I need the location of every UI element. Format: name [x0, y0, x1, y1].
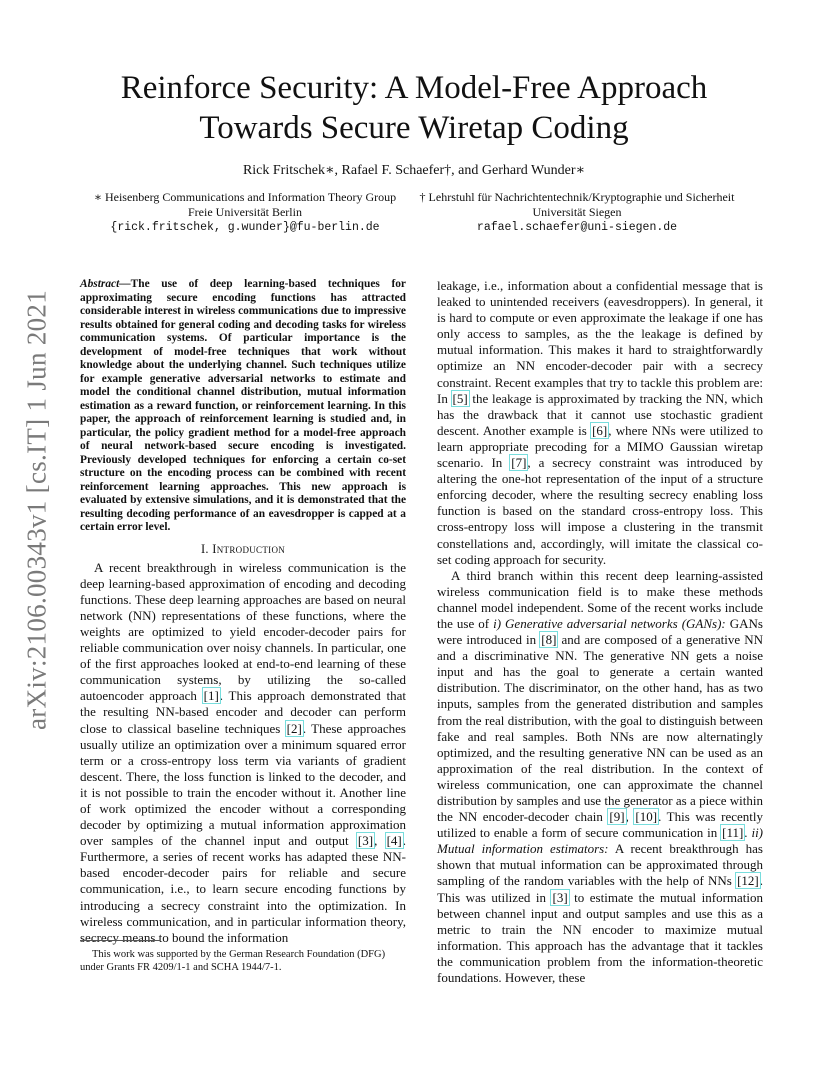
paper-title	[90, 68, 738, 148]
citation-link[interactable]: [9]	[609, 809, 625, 825]
intro-paragraph: A recent breakthrough in wireless communication is the deep learning-based approximation of encoding and decoding functions. These deep learning approaches are based on neural network (NN) representations of these functions, where the weights are optimized to yield encoder-decoder pairs for reliable communication over noisy channels. In particular, one of the first approaches looked at end-to-end learning of these communication systems, by utilizing the so-called autoencoder approach [1]. This approach demonstrated that the resulting NN-based encoder and decoder can perform close to classical baseline techniques [2]. These approaches usually utilize an optimization over a minimum squared error term or a cross-entropy loss term via variants of gradient descent. There, the loss function is linked to the decoder, and it is not possible to train the encoder without it. Another line of work optimized the encoder without a corresponding decoder by optimizing a mutual information approximation over samples of the channel input and output [3], [4]. Furthermore, a series of recent works has adapted these NN-based encoder-decoder pairs for reliable and secure communication, i.e., to learn secure encoding functions by introducing a secrecy constraint into the optimization. In wireless communication, and in particular information theory, secrecy means to bound the information	[80, 559, 406, 945]
citation-link[interactable]: [12]	[737, 873, 759, 889]
affiliation-email: rafael.schaefer@uni-siegen.de	[476, 221, 678, 234]
section-heading-introduction	[80, 541, 406, 557]
funding-footnote: This work was supported by the German Research Foundation (DFG) under Grants FR 4209/1-1 and SCHA 1944/7-1.	[80, 949, 386, 973]
citation-link[interactable]: [10]	[635, 809, 658, 825]
citation-link[interactable]: [7]	[511, 455, 527, 471]
citation-link[interactable]: [11]	[722, 825, 744, 841]
body-paragraph: leakage, i.e., information about a confidential message that is leaked to unintended receivers (eavesdroppers). In general, it is hard to compute or even approximate the leakage if one has only access to samples, as the the leakage is defined by mutual information. This makes it hard to straightforwardly optimize an NN encoder-decoder pair with a secrecy constraint. Recent examples that try to tackle this problem are: In [5] the leakage is approximated by tracking the NN, which has the drawback that it cannot use stochastic gradient descent. Another example is [6], where NNs were utilized to learn appropriate precoding for a MIMO Gaussian wiretap scenario. In [7], a secrecy constraint was introduced by altering the one-hot representation of the input of a structure enforcing decoder, where the resulting secrecy enabling loss function is based on the standard cross-entropy loss. This cross-entropy loss will impose a clustering in the transmit constellations and, accordingly, will imitate the classical co-set coding approach for security.	[437, 278, 763, 567]
citation-link[interactable]: [2]	[286, 720, 302, 736]
footnote-rule	[80, 940, 160, 941]
citation-link[interactable]: [8]	[541, 632, 557, 648]
affiliation-siegen	[412, 190, 742, 235]
citation-link[interactable]: [4]	[386, 833, 402, 849]
right-column	[437, 278, 763, 986]
inline-heading: i) Generative adversarial networks (GANs):	[493, 615, 726, 631]
citation-link[interactable]: [6]	[592, 422, 608, 438]
author-list: Rick Fritschek∗, Rafael F. Schaefer†, and Gerhard Wunder∗	[242, 163, 586, 178]
citation-link[interactable]: [5]	[452, 390, 468, 406]
affiliation-university: Universität Siegen	[532, 205, 622, 219]
affiliation-email: {rick.fritschek, g.wunder}@fu-berlin.de	[110, 221, 380, 234]
citation-link[interactable]: [3]	[552, 889, 568, 905]
section-number: I.	[200, 541, 209, 556]
citation-link[interactable]: [3]	[357, 833, 374, 849]
inline-heading: ii) Mutual information estimators:	[437, 825, 764, 857]
title-line-1: Reinforce Security: A Model-Free Approach	[120, 70, 708, 106]
affiliation-group: ∗ Heisenberg Communications and Information Theory Group	[93, 190, 397, 204]
arxiv-identifier: arXiv:2106.00343v1 [cs.IT] 1 Jun 2021	[21, 289, 52, 731]
left-column	[80, 278, 406, 946]
section-title: Introduction	[212, 541, 286, 556]
citation-link[interactable]: [1]	[203, 688, 219, 704]
abstract	[80, 278, 406, 535]
abstract-label: Abstract—	[80, 278, 131, 290]
body-paragraph: A third branch within this recent deep learning-assisted wireless communication field is to make these methods channel model independent. Some of the recent works include the use of i) Generative adversarial networks (GANs): GANs were introduced in [8] and are composed of a generative NN and a discriminative NN. The generative NN gets a noise input and has the goal to generate a certain wanted distribution. The discriminator, on the other hand, has as two inputs, samples from the generated distribution and samples from the real distribution, with the goal to distinguish between fake and real samples. Both NNs are now alternatingly optimized, and the resulting generative NN can be used as an approximation of the real distribution. In the context of wireless communication, one can approximate the channel distribution by samples and use the generator as a piece within the NN encoder-decoder chain [9], [10]. This was recently utilized to enable a form of secure communication in [11]. ii) Mutual information estimators: A recent breakthrough has shown that mutual information can be approximated through sampling of the random variables with the help of NNs [12]. This was utilized in [3] to estimate the mutual information between channel input and output samples and use this as a metric to train the NN encoder to maximize mutual information. This approach has the advantage that it tackles the communication problem from the information-theoretic foundations. However, these	[437, 567, 764, 986]
affiliation-university: Freie Universität Berlin	[188, 205, 302, 219]
title-line-2: Towards Secure Wiretap Coding	[199, 110, 629, 146]
affiliation-group: † Lehrstuhl für Nachrichtentechnik/Kryptographie und Sicherheit	[419, 190, 735, 204]
affiliation-fu-berlin	[80, 190, 410, 235]
abstract-text: The use of deep learning-based techniques for approximating secure encoding functions has attracted considerable interest in wireless communications due to impressive results obtained for general coding and decoding tasks for wireless communication systems. Of particular importance is the development of model-free techniques that work without knowledge about the underlying channel. Such techniques utilize for example generative adversarial networks to estimate and model the conditional channel distribution, mutual information estimation as a reward function, or reinforcement learning. In this paper, the approach of reinforcement learning is studied and, in particular, the policy gradient method for a model-free approach of neural network-based secure encoding is investigated. Previously developed techniques for enforcing a certain co-set structure on the encoding process can be combined with recent reinforcement learning approaches. This new approach is evaluated by extensive simulations, and it is demonstrated that the resulting decoding performance of an eavesdropper is capped at a certain error level.	[80, 278, 406, 533]
arxiv-identifier-sidebar	[21, 289, 52, 731]
